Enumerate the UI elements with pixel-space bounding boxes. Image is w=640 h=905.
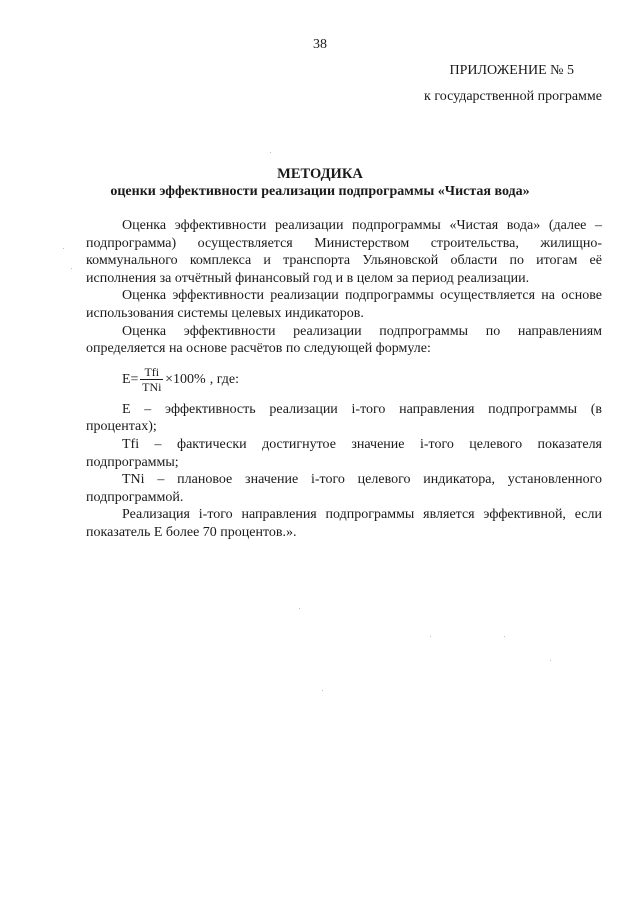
formula-lhs: E= bbox=[122, 371, 139, 387]
appendix-subtitle: к государственной программе bbox=[424, 89, 602, 104]
document-body bbox=[86, 217, 602, 542]
formula-fraction bbox=[140, 366, 163, 394]
document-title: МЕТОДИКА bbox=[277, 166, 363, 182]
appendix-title: ПРИЛОЖЕНИЕ № 5 bbox=[449, 63, 574, 78]
paragraph-formula-intro: Оценка эффективности реализации подпрограммы по направлениям определяется на основе расчётов по следующей формуле: bbox=[86, 323, 602, 357]
scan-speck bbox=[71, 268, 72, 269]
scan-speck bbox=[504, 636, 505, 637]
scan-speck bbox=[299, 608, 300, 609]
paragraph-conclusion: Реализация i-того направления подпрограммы является эффективной, если показатель Е более 70 процентов.». bbox=[86, 507, 602, 540]
formula-denominator: TNi bbox=[142, 379, 162, 394]
formula-multiplier: ×100% bbox=[165, 371, 206, 387]
paragraph-indicators: Оценка эффективности реализации подпрограммы осуществляется на основе использования системы целевых индикаторов. bbox=[86, 288, 602, 321]
scan-speck bbox=[550, 660, 551, 661]
definition-e: Е – эффективность реализации i-того направления подпрограммы (в процентах); bbox=[86, 401, 602, 435]
scan-speck bbox=[430, 636, 431, 637]
definition-tni: TNi – плановое значение i-того целевого индикатора, установленного подпрограммой. bbox=[86, 472, 602, 505]
paragraph-intro: Оценка эффективности реализации подпрограммы «Чистая вода» (далее – подпрограмма) осуществляется Министерством строительства, жилищно-коммунального комплекса и транспорта Ульяновской области по итогам её исполнения за отчётный финансовый год и в целом за период реализации. bbox=[86, 218, 602, 286]
scan-speck bbox=[63, 248, 64, 249]
formula bbox=[122, 363, 602, 397]
document-subtitle: оценки эффективности реализации подпрограммы «Чистая вода» bbox=[110, 184, 530, 199]
scan-speck bbox=[270, 152, 271, 153]
formula-numerator: Tfi bbox=[140, 366, 163, 380]
definition-tfi: Tfi – фактически достигнутое значение i-того целевого показателя подпрограммы; bbox=[86, 436, 602, 470]
page-number: 38 bbox=[313, 37, 327, 52]
formula-suffix: , где: bbox=[209, 371, 239, 387]
scan-speck bbox=[322, 690, 323, 691]
